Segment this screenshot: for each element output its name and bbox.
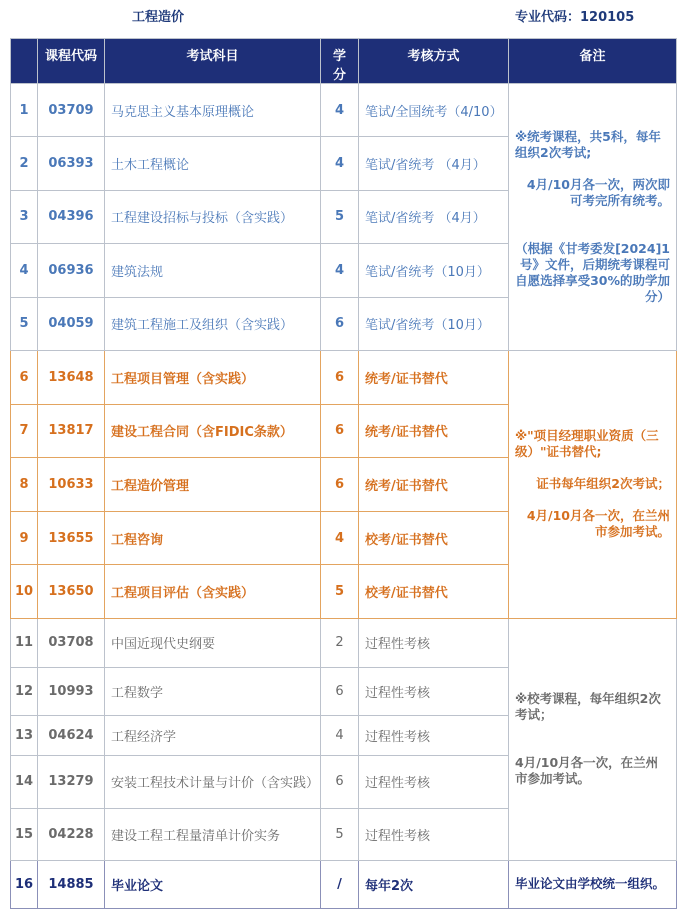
course-name: 建筑法规	[105, 244, 321, 297]
course-name: 建筑工程施工及组织（含实践）	[105, 297, 321, 350]
course-code: 13650	[38, 565, 105, 619]
course-credit: 6	[321, 297, 359, 350]
remark-line: （根据《甘考委发[2024]1号》文件，后期统考课程可自愿选择享受30%的助学加分）	[515, 240, 670, 304]
header-subject: 考试科目	[105, 39, 321, 84]
course-credit: 5	[321, 565, 359, 619]
course-name: 工程造价管理	[105, 458, 321, 512]
row-index: 15	[11, 808, 38, 860]
course-credit: 6	[321, 667, 359, 715]
row-index: 4	[11, 244, 38, 297]
course-table	[10, 38, 677, 909]
course-name: 马克思主义基本原理概论	[105, 84, 321, 137]
table-row	[11, 860, 677, 908]
exam-method: 笔试/省统考 （4月）	[359, 190, 509, 243]
course-code: 03709	[38, 84, 105, 137]
course-name: 中国近现代史纲要	[105, 618, 321, 667]
exam-method: 统考/证书替代	[359, 350, 509, 404]
row-index: 5	[11, 297, 38, 350]
course-name: 建设工程工程量清单计价实务	[105, 808, 321, 860]
course-code: 04228	[38, 808, 105, 860]
course-code: 06936	[38, 244, 105, 297]
remarks-group-2	[509, 350, 677, 618]
course-name: 毕业论文	[105, 860, 321, 908]
row-index: 13	[11, 715, 38, 755]
exam-method: 笔试/省统考（10月）	[359, 244, 509, 297]
course-name: 工程经济学	[105, 715, 321, 755]
exam-method: 过程性考核	[359, 618, 509, 667]
course-name: 工程数学	[105, 667, 321, 715]
row-index: 10	[11, 565, 38, 619]
course-code: 13817	[38, 404, 105, 458]
row-index: 14	[11, 755, 38, 808]
row-index: 1	[11, 84, 38, 137]
course-credit: 4	[321, 715, 359, 755]
course-name: 工程建设招标与投标（含实践）	[105, 190, 321, 243]
header-course-code: 课程代码	[38, 39, 105, 84]
row-index: 12	[11, 667, 38, 715]
exam-method: 过程性考核	[359, 715, 509, 755]
header-credit: 学分	[321, 39, 359, 84]
course-credit: 4	[321, 244, 359, 297]
course-credit: 4	[321, 511, 359, 565]
remarks-group-3	[509, 618, 677, 860]
exam-method: 统考/证书替代	[359, 404, 509, 458]
row-index: 6	[11, 350, 38, 404]
row-index: 7	[11, 404, 38, 458]
exam-method: 笔试/省统考 （4月）	[359, 137, 509, 190]
remark-line: 4月/10月各一次，在兰州市参加考试。	[515, 755, 659, 787]
table-row	[11, 350, 677, 404]
exam-method: 笔试/全国统考（4/10）	[359, 84, 509, 137]
table-row	[11, 84, 677, 137]
course-credit: 6	[321, 458, 359, 512]
remark-line: 证书每年组织2次考试；	[536, 476, 670, 492]
header-remarks: 备注	[509, 39, 677, 84]
row-index: 9	[11, 511, 38, 565]
course-name: 建设工程合同（含FIDIC条款）	[105, 404, 321, 458]
exam-method: 校考/证书替代	[359, 511, 509, 565]
remark-line: 4月/10月各一次，在兰州市参加考试。	[526, 508, 670, 540]
course-code: 04059	[38, 297, 105, 350]
course-name: 工程项目评估（含实践）	[105, 565, 321, 619]
course-code: 03708	[38, 618, 105, 667]
row-index: 8	[11, 458, 38, 512]
row-index: 16	[11, 860, 38, 908]
course-code: 06393	[38, 137, 105, 190]
course-code: 04396	[38, 190, 105, 243]
course-name: 安装工程技术计量与计价（含实践）	[105, 755, 321, 808]
course-code: 13655	[38, 511, 105, 565]
course-name: 土木工程概论	[105, 137, 321, 190]
exam-method: 笔试/省统考（10月）	[359, 297, 509, 350]
course-credit: 5	[321, 190, 359, 243]
remarks-group-4: 毕业论文由学校统一组织。	[509, 860, 677, 908]
row-index: 3	[11, 190, 38, 243]
course-code: 13648	[38, 350, 105, 404]
exam-method: 校考/证书替代	[359, 565, 509, 619]
exam-method: 每年2次	[359, 860, 509, 908]
course-name: 工程咨询	[105, 511, 321, 565]
course-credit: 4	[321, 84, 359, 137]
course-credit: 2	[321, 618, 359, 667]
table-header-row	[11, 39, 677, 84]
course-credit: 4	[321, 137, 359, 190]
row-index: 2	[11, 137, 38, 190]
major-code: 专业代码：120105	[515, 10, 635, 25]
course-name: 工程项目管理（含实践）	[105, 350, 321, 404]
course-credit: 6	[321, 755, 359, 808]
remark-line: 4月/10月各一次，两次即可考完所有统考。	[526, 176, 670, 208]
exam-method: 统考/证书替代	[359, 458, 509, 512]
header-index	[11, 39, 38, 84]
table-row	[11, 618, 677, 667]
course-credit: 6	[321, 350, 359, 404]
remark-line: ※统考课程，共5科，每年组织2次考试;	[515, 128, 661, 160]
exam-method: 过程性考核	[359, 755, 509, 808]
course-code: 14885	[38, 860, 105, 908]
row-index: 11	[11, 618, 38, 667]
header-method: 考核方式	[359, 39, 509, 84]
remark-line: ※"项目经理职业资质（三级）"证书替代;	[515, 428, 659, 460]
exam-method: 过程性考核	[359, 808, 509, 860]
remarks-group-1	[509, 84, 677, 351]
course-code: 04624	[38, 715, 105, 755]
course-credit: 5	[321, 808, 359, 860]
document-title: 工程造价	[132, 10, 185, 25]
course-code: 13279	[38, 755, 105, 808]
course-code: 10633	[38, 458, 105, 512]
course-credit: 6	[321, 404, 359, 458]
course-code: 10993	[38, 667, 105, 715]
remark-line: ※校考课程，每年组织2次考试；	[515, 691, 661, 723]
course-credit: /	[321, 860, 359, 908]
exam-method: 过程性考核	[359, 667, 509, 715]
